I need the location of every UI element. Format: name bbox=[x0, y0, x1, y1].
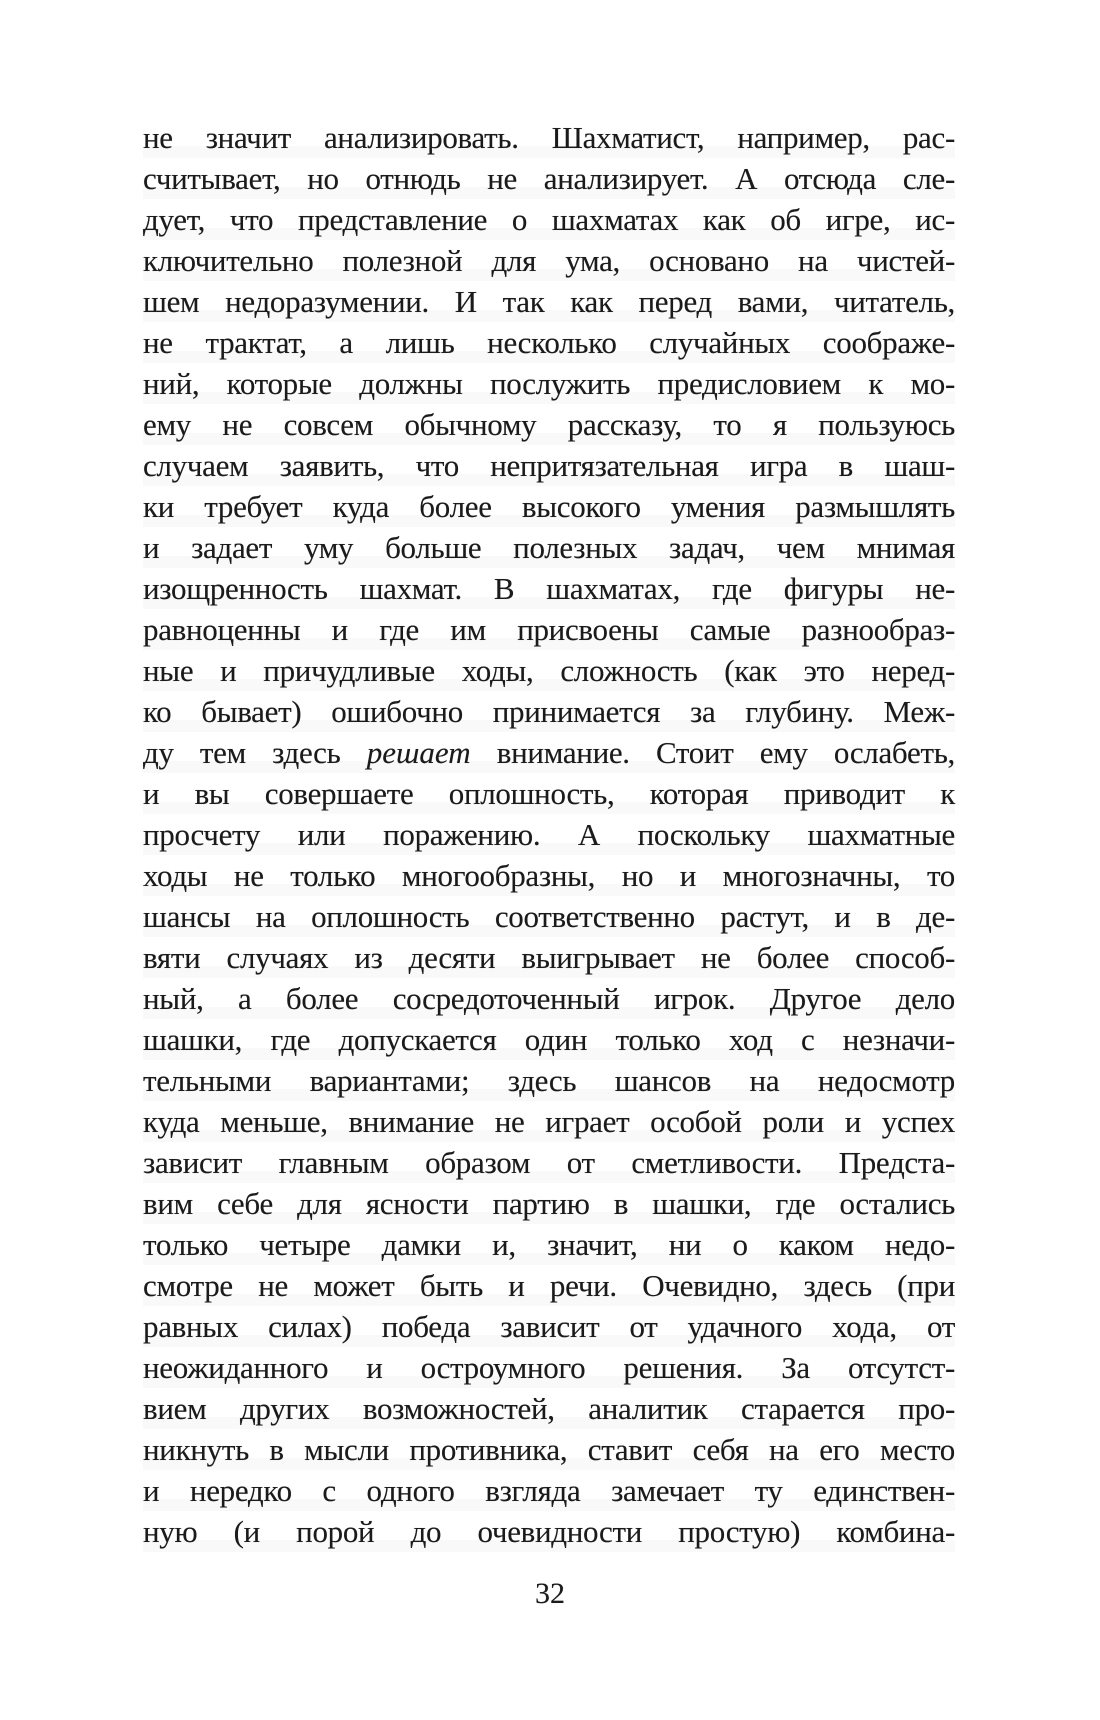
page-number: 32 bbox=[535, 1577, 565, 1610]
text-segment: неожиданного и остроумного решения. За отсутст- bbox=[143, 1350, 955, 1385]
text-line bbox=[143, 896, 955, 937]
text-line bbox=[143, 978, 955, 1019]
text-segment: вим себе для ясности партию в шашки, где остались bbox=[143, 1186, 955, 1221]
text-segment: ний, которые должны послужить предисловием к мо- bbox=[143, 366, 955, 401]
text-line bbox=[143, 158, 955, 199]
text-line bbox=[143, 568, 955, 609]
text-line bbox=[143, 1183, 955, 1224]
text-line bbox=[143, 1511, 955, 1552]
text-segment: ко бывает) ошибочно принимается за глубину. Меж- bbox=[143, 694, 955, 729]
text-line bbox=[143, 445, 955, 486]
text-line bbox=[143, 281, 955, 322]
text-line bbox=[143, 1306, 955, 1347]
text-line bbox=[143, 814, 955, 855]
text-line bbox=[143, 1470, 955, 1511]
text-segment: ему не совсем обычному рассказу, то я пользуюсь bbox=[143, 407, 955, 442]
text-segment: ные и причудливые ходы, сложность (как это неред- bbox=[143, 653, 955, 688]
italic-word: решает bbox=[366, 735, 471, 770]
text-segment: случаем заявить, что непритязательная игра в шаш- bbox=[143, 448, 955, 483]
text-segment: равноценны и где им присвоены самые разнообраз- bbox=[143, 612, 955, 647]
text-line bbox=[143, 1019, 955, 1060]
text-segment: куда меньше, внимание не играет особой роли и успех bbox=[143, 1104, 955, 1139]
text-segment: ки требует куда более высокого умения размышлять bbox=[143, 489, 955, 524]
text-segment: зависит главным образом от сметливости. Предста- bbox=[143, 1145, 955, 1180]
text-segment: и задает уму больше полезных задач, чем мнимая bbox=[143, 530, 955, 565]
body-text bbox=[143, 117, 955, 1552]
text-line bbox=[143, 855, 955, 896]
text-line bbox=[143, 1101, 955, 1142]
text-segment: не трактат, а лишь несколько случайных соображе- bbox=[143, 325, 955, 360]
text-segment: ключительно полезной для ума, основано на чистей- bbox=[143, 243, 955, 278]
text-line bbox=[143, 117, 955, 158]
text-line bbox=[143, 486, 955, 527]
text-segment: считывает, но отнюдь не анализирует. А отсюда сле- bbox=[143, 161, 955, 196]
text-segment: ный, а более сосредоточенный игрок. Другое дело bbox=[143, 981, 955, 1016]
text-line bbox=[143, 199, 955, 240]
text-line bbox=[143, 691, 955, 732]
text-segment: тельными вариантами; здесь шансов на недосмотр bbox=[143, 1063, 955, 1098]
text-line bbox=[143, 650, 955, 691]
text-line bbox=[143, 527, 955, 568]
text-line bbox=[143, 322, 955, 363]
text-line bbox=[143, 1224, 955, 1265]
text-segment: вяти случаях из десяти выигрывает не более способ- bbox=[143, 940, 955, 975]
text-line bbox=[143, 773, 955, 814]
text-line bbox=[143, 1265, 955, 1306]
text-segment: изощренность шахмат. В шахматах, где фигуры не- bbox=[143, 571, 955, 606]
text-line bbox=[143, 1429, 955, 1470]
text-line bbox=[143, 363, 955, 404]
text-line bbox=[143, 1347, 955, 1388]
text-line bbox=[143, 240, 955, 281]
text-segment: шансы на оплошность соответственно растут, и в де- bbox=[143, 899, 955, 934]
text-segment: шем недоразумении. И так как перед вами, читатель, bbox=[143, 284, 955, 319]
text-segment: не значит анализировать. Шахматист, например, рас- bbox=[143, 120, 955, 155]
text-segment: и нередко с одного взгляда замечает ту единствен- bbox=[143, 1473, 955, 1508]
text-segment: внимание. Стоит ему ослабеть, bbox=[470, 735, 955, 770]
text-line bbox=[143, 1388, 955, 1429]
text-line bbox=[143, 1060, 955, 1101]
text-segment: никнуть в мысли противника, ставит себя на его место bbox=[143, 1432, 955, 1467]
text-segment: просчету или поражению. А поскольку шахматные bbox=[143, 817, 955, 852]
text-line bbox=[143, 404, 955, 445]
text-segment: ную (и порой до очевидности простую) комбина- bbox=[143, 1514, 955, 1549]
text-line bbox=[143, 609, 955, 650]
text-segment: и вы совершаете оплошность, которая приводит к bbox=[143, 776, 955, 811]
text-segment: смотре не может быть и речи. Очевидно, здесь (при bbox=[143, 1268, 955, 1303]
text-segment: шашки, где допускается один только ход с незначи- bbox=[143, 1022, 955, 1057]
text-line bbox=[143, 732, 955, 773]
text-segment: ходы не только многообразны, но и многозначны, то bbox=[143, 858, 955, 893]
text-segment: равных силах) победа зависит от удачного хода, от bbox=[143, 1309, 955, 1344]
text-segment: дует, что представление о шахматах как об игре, ис- bbox=[143, 202, 955, 237]
text-segment: ду тем здесь bbox=[143, 735, 367, 770]
text-line bbox=[143, 937, 955, 978]
text-segment: вием других возможностей, аналитик старается про- bbox=[143, 1391, 955, 1426]
text-segment: только четыре дамки и, значит, ни о каком недо- bbox=[143, 1227, 955, 1262]
text-line bbox=[143, 1142, 955, 1183]
